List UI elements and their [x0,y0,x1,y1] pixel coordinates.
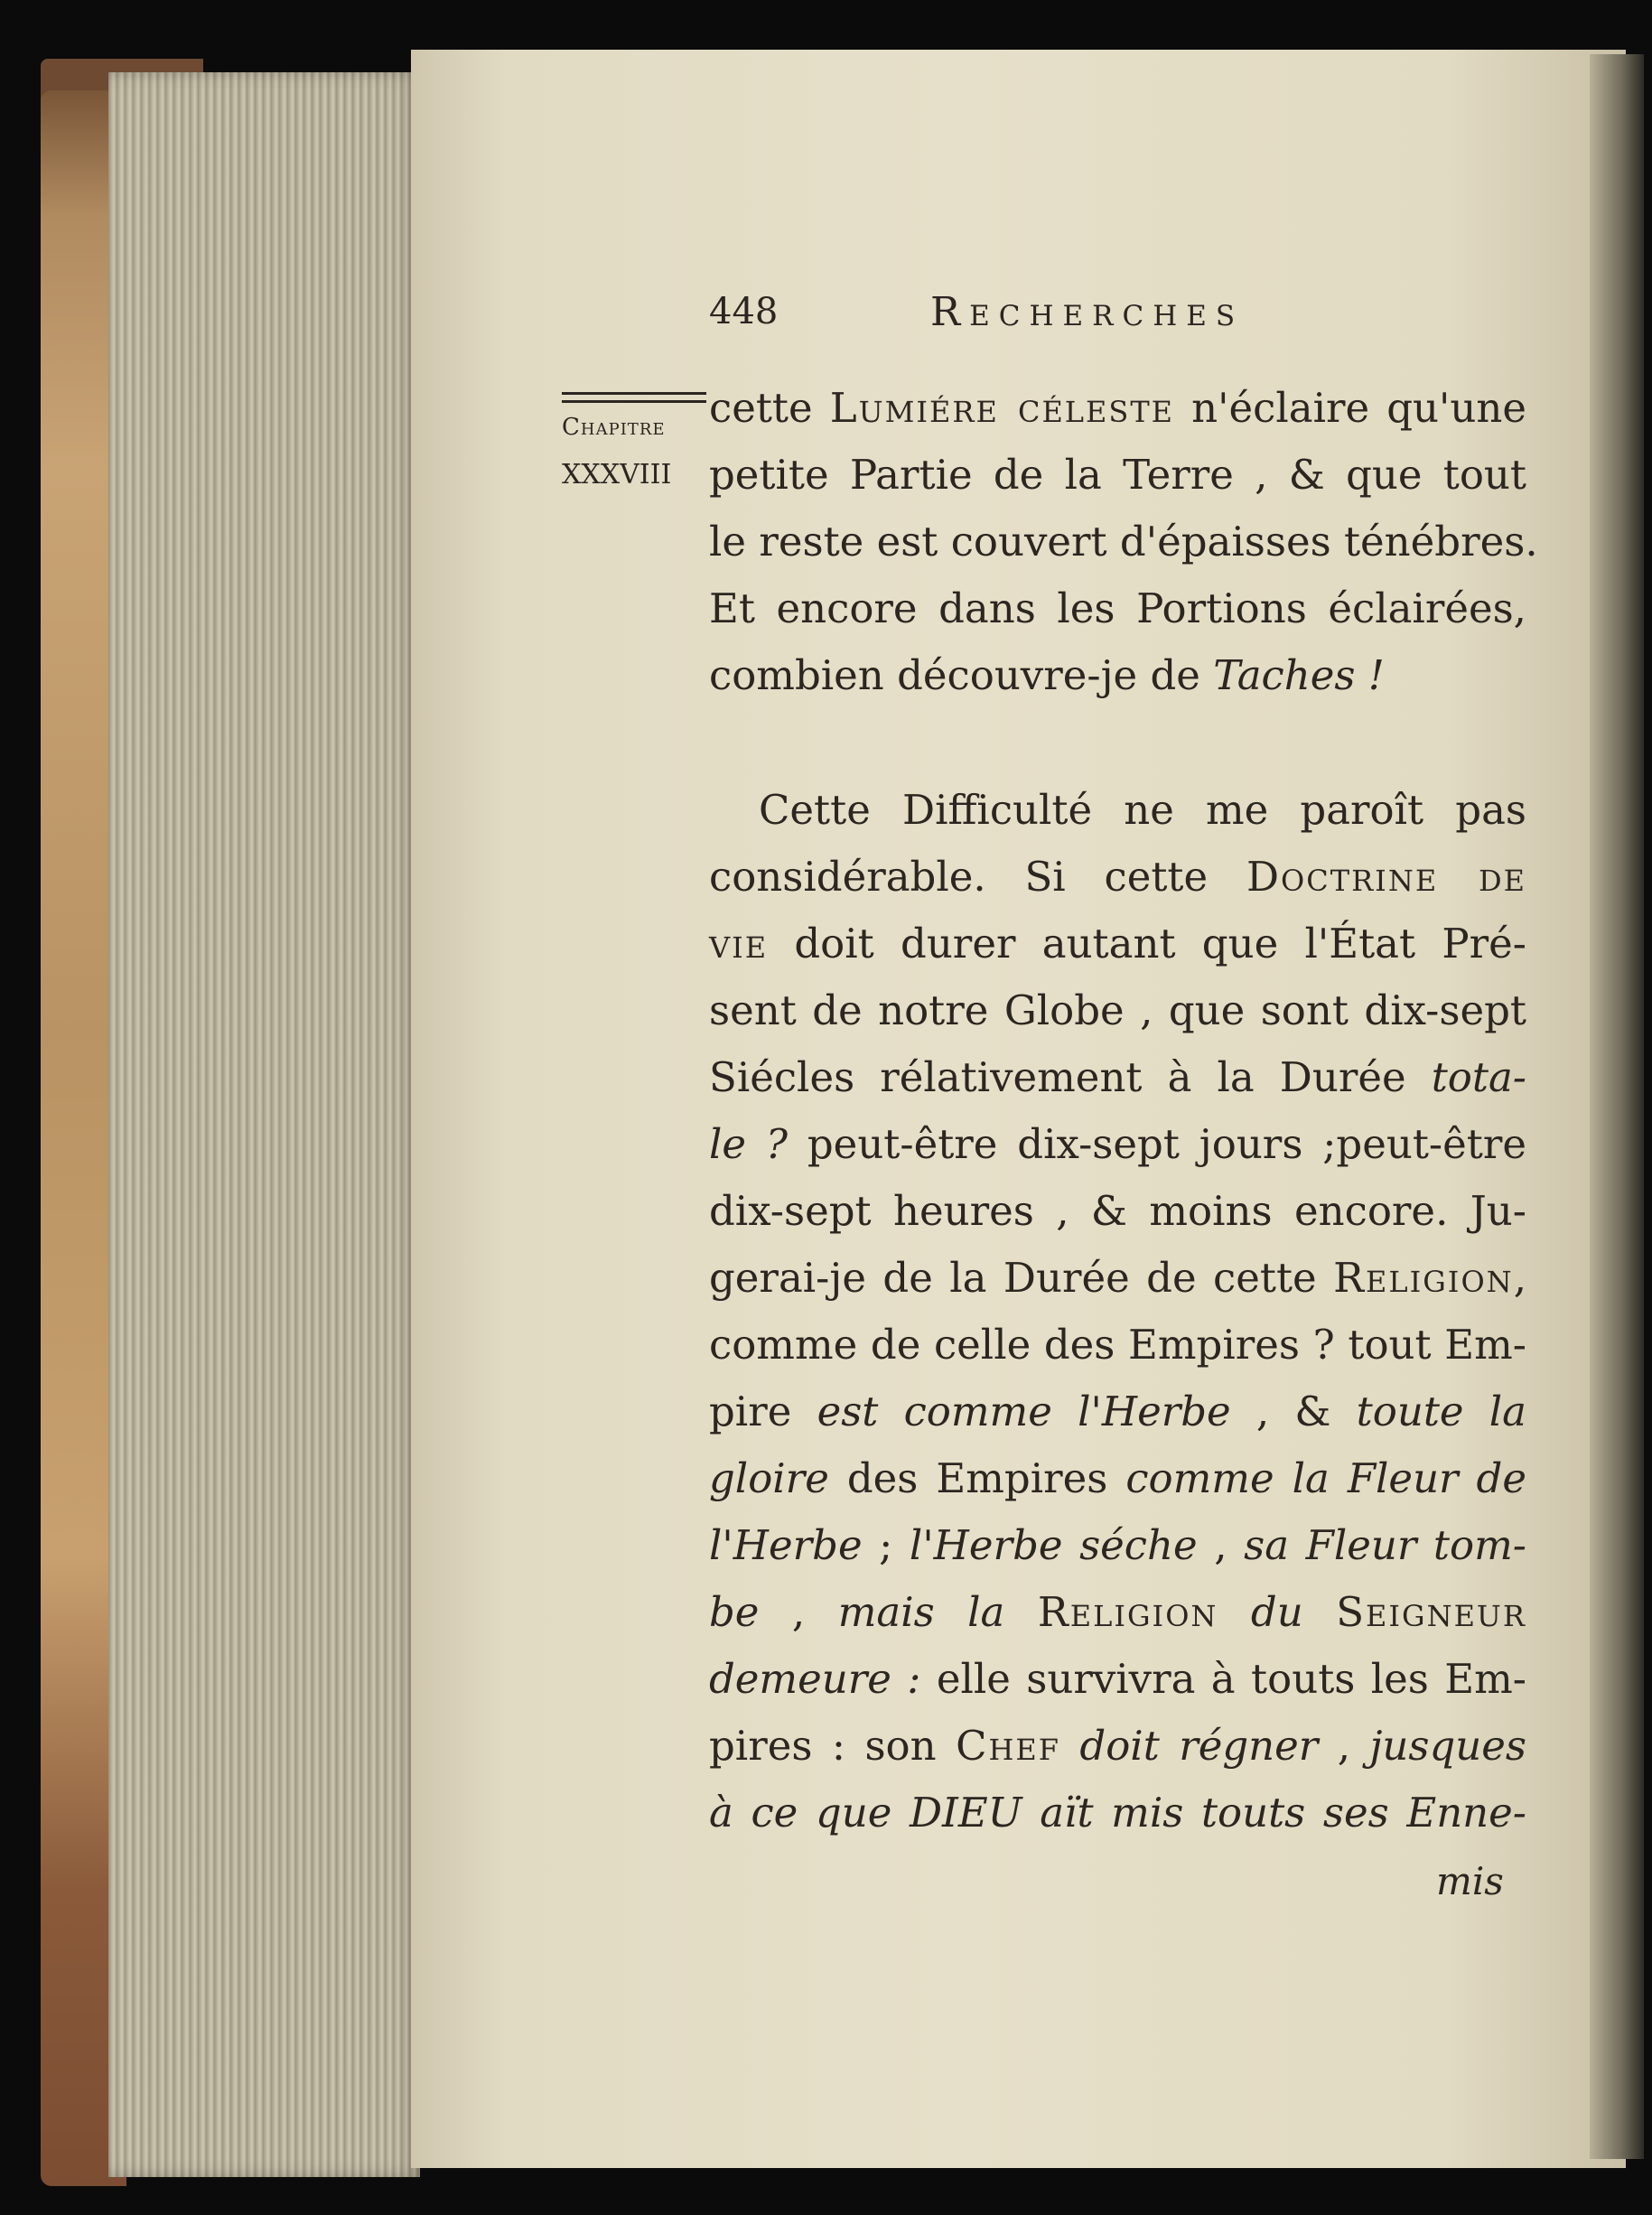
text-run: sent de notre Globe , que sont dix-sept [709,986,1526,1034]
text-line [709,1722,1526,1770]
text-run: petite Partie de la Terre , & que tout [709,451,1526,499]
text-run-smallcaps: Religion [1037,1588,1218,1636]
text-line [709,1588,1526,1636]
text-run: pires : son [709,1722,957,1770]
text-run-smallcaps: Doctrine de [1246,853,1526,901]
text-run-italic: le ? [709,1120,789,1168]
text-run-smallcaps: Seigneur [1336,1588,1526,1636]
catchword: mis [1436,1859,1504,1903]
text-run-italic: sa Fleur tom- [1244,1521,1526,1569]
text-run: peut-être dix-sept jours ;peut-être [788,1120,1526,1168]
text-run-italic: mais la [837,1588,1038,1636]
page-number: 448 [709,291,779,332]
text-run-italic: be [709,1588,760,1636]
text-run: pire [709,1388,817,1435]
running-title: Recherches [930,289,1245,335]
text-run-italic: l'Herbe séche [909,1521,1198,1569]
text-run: comme de celle des Empires ? tout Em- [709,1321,1526,1369]
text-line [709,986,1526,1034]
text-run: gerai-je de la Durée de cette [709,1254,1334,1302]
text-run-italic: jusques [1369,1722,1526,1770]
text-run: n'éclaire qu'une [1174,384,1526,432]
text-run: dix-sept heures , & moins encore. Ju- [709,1187,1526,1235]
margin-chapter-numeral: XXXVIII [562,459,672,491]
text-line [759,786,1526,834]
text-line [709,853,1526,901]
text-line [709,1454,1526,1502]
text-run-italic: toute la [1356,1388,1526,1435]
text-run: , [1513,1254,1526,1302]
text-line [709,920,1526,967]
text-run: Et encore dans les Portions éclairées, [709,584,1526,632]
text-run: doit durer autant que l'État Pré- [768,920,1526,967]
text-line [709,1655,1526,1703]
text-line [709,518,1538,565]
text-run-smallcaps: vie [709,920,769,967]
text-line [709,584,1526,632]
text-run-italic: gloire [709,1454,829,1502]
margin-chapitre: Chapitre [562,414,666,441]
text-run: elle survivra à touts les Em- [920,1655,1526,1703]
text-run-italic: doit régner [1059,1722,1319,1770]
text-run: Cette Difficulté ne me paroît pas [759,786,1526,834]
text-run-italic: comme la Fleur de [1125,1454,1526,1502]
text-line [709,1053,1526,1101]
text-run: , & [1230,1388,1357,1435]
text-run: ; [862,1521,910,1569]
text-run: , [1197,1521,1245,1569]
text-run-italic: l'Herbe [709,1521,863,1569]
gutter-shadow [1590,54,1644,2159]
text-line [709,451,1526,499]
text-run: , [759,1588,838,1636]
text-line [709,651,1385,699]
text-run-italic: Taches ! [1213,651,1385,699]
text-run-italic: du [1218,1588,1337,1636]
text-line [709,1789,1526,1836]
text-line [709,1321,1526,1369]
text-run: combien découvre-je de [709,651,1214,699]
text-run: Siécles rélativement à la Durée [709,1053,1432,1101]
text-line [709,1521,1526,1569]
text-run: le reste est couvert d'épaisses ténébres. [709,518,1538,565]
text-line [709,1187,1526,1235]
text-run-italic: à ce que DIEU aït mis touts ses Enne- [709,1789,1526,1836]
text-run-italic: est comme l'Herbe [817,1388,1231,1435]
text-line [709,1254,1526,1302]
text-line [709,384,1526,432]
text-run-smallcaps: Chef [956,1722,1060,1770]
text-run: cette [709,384,830,432]
text-run: considérable. Si cette [709,853,1246,901]
text-run-italic: tota- [1431,1053,1526,1101]
text-run: des Empires [828,1454,1126,1502]
margin-double-rule [562,392,706,403]
text-run-smallcaps: Lumiére céleste [829,384,1175,432]
book-page [411,50,1626,2168]
text-line [709,1120,1526,1168]
page-edges [108,72,420,2177]
text-line [709,1388,1526,1435]
text-run: , [1318,1722,1370,1770]
text-run-italic: demeure : [709,1655,921,1703]
text-run-smallcaps: Religion [1333,1254,1514,1302]
